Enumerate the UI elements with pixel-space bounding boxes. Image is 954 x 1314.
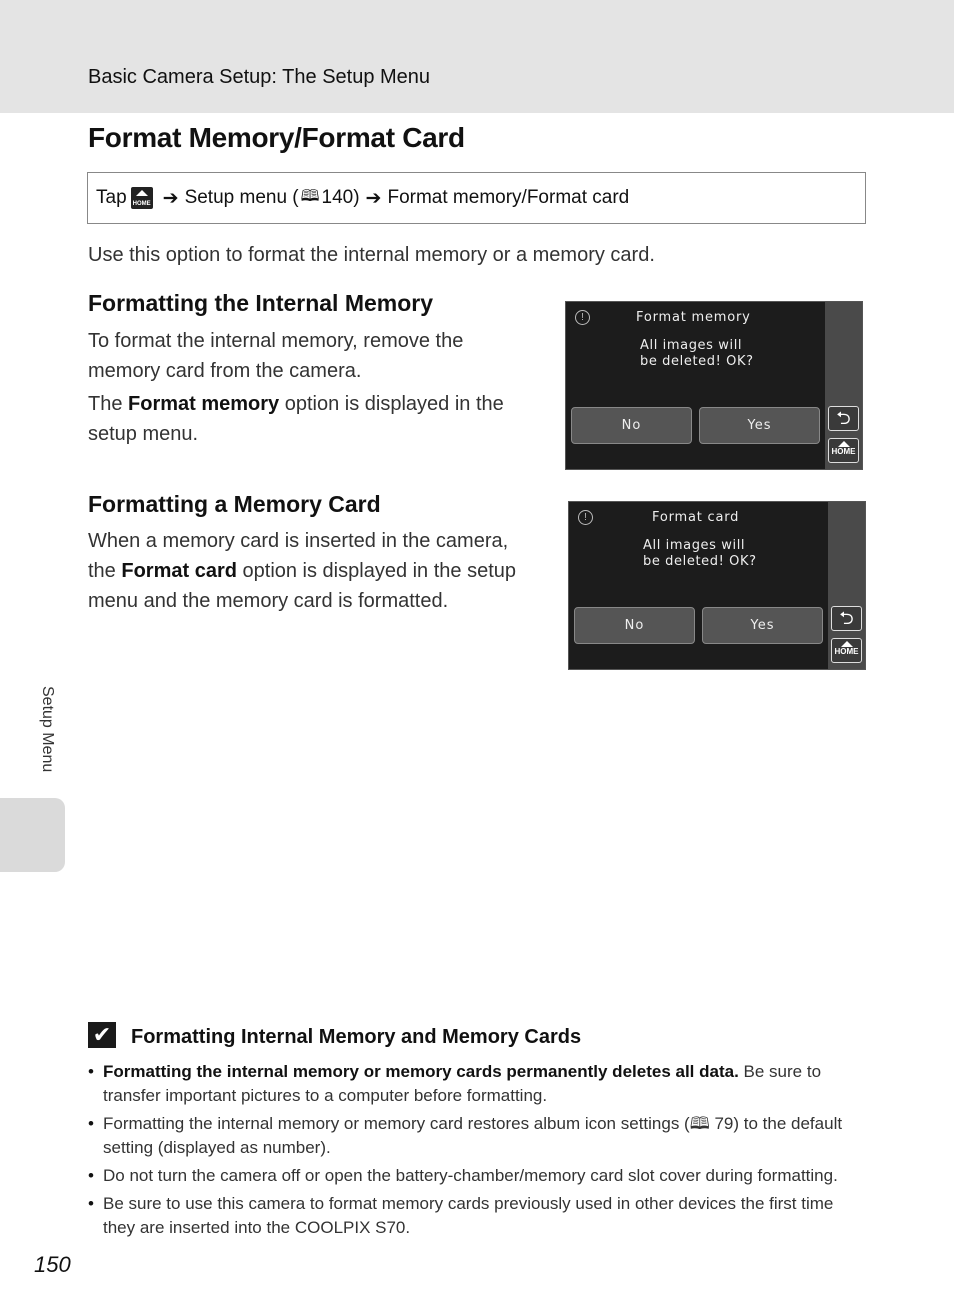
yes-button[interactable]: Yes — [699, 407, 820, 444]
list-item: • Formatting the internal memory or memory cards permanently deletes all data. Be sure to transfer important pictures to a computer before formatting. — [88, 1060, 866, 1108]
format-card-term: Format card — [121, 560, 237, 582]
arrow-icon: ➔ — [162, 187, 179, 209]
memory-card-para: When a memory card is inserted in the camera, the Format card option is displayed in the setup menu and the memory card is formatted. — [88, 530, 517, 612]
note-heading: Formatting Internal Memory and Memory Cards — [131, 1026, 582, 1048]
section-title: Basic Camera Setup: The Setup Menu — [88, 66, 431, 88]
nav-tap-text: Tap — [96, 187, 127, 208]
page-title: Format Memory/Format Card — [88, 122, 465, 153]
screen-title: Format card — [652, 510, 740, 525]
list-item: • Be sure to use this camera to format memory cards previously used in other devices the first time they are inserted into the COOLPIX S70. — [88, 1192, 866, 1240]
screen-side-panel — [825, 302, 862, 469]
back-icon[interactable]: ⮌ — [828, 406, 859, 431]
format-memory-term: Format memory — [128, 393, 280, 415]
camera-screen-format-card — [568, 501, 866, 670]
yes-button[interactable]: Yes — [702, 607, 823, 644]
back-icon[interactable]: ⮌ — [831, 606, 862, 631]
no-button[interactable]: No — [571, 407, 692, 444]
internal-memory-heading: Formatting the Internal Memory — [88, 290, 434, 316]
home-icon[interactable]: HOME — [828, 438, 859, 463]
list-item: • Formatting the internal memory or memory card restores album icon settings (🕮 79) to the default setting (displayed as number). — [88, 1112, 866, 1160]
navigation-path-box — [87, 172, 866, 224]
camera-screen-format-memory — [565, 301, 863, 470]
intro-text: Use this option to format the internal memory or a memory card. — [88, 244, 655, 266]
checkmark-icon: ✔ — [88, 1022, 116, 1048]
book-icon: 🕮 — [300, 187, 320, 205]
side-tab-label: Setup Menu — [39, 686, 56, 773]
nav-ref-page: 140) — [321, 187, 360, 208]
arrow-icon: ➔ — [365, 187, 382, 209]
home-icon[interactable]: HOME — [831, 638, 862, 663]
header-band — [0, 0, 954, 113]
note-list — [88, 1060, 866, 1244]
nav-target: Format memory/Format card — [387, 187, 630, 208]
side-tab-marker — [0, 798, 65, 872]
no-button[interactable]: No — [574, 607, 695, 644]
page-number: 150 — [34, 1252, 71, 1277]
warning-icon: ! — [578, 510, 593, 525]
home-icon-text: HOME — [132, 201, 151, 207]
nav-setup-menu: Setup menu ( — [184, 187, 299, 208]
internal-memory-para1: To format the internal memory, remove the memory card from the camera. — [88, 330, 464, 382]
list-item: • Do not turn the camera off or open the battery-chamber/memory card slot cover during formatting. — [88, 1164, 866, 1188]
screen-side-panel — [828, 502, 865, 669]
screen-message: All images will be deleted! OK? — [640, 338, 754, 369]
memory-card-heading: Formatting a Memory Card — [88, 491, 381, 517]
home-icon — [131, 187, 153, 209]
internal-memory-para2: The Format memory option is displayed in the setup menu. — [88, 393, 504, 445]
screen-message: All images will be deleted! OK? — [643, 538, 757, 569]
warning-icon: ! — [575, 310, 590, 325]
screen-title: Format memory — [636, 310, 751, 325]
